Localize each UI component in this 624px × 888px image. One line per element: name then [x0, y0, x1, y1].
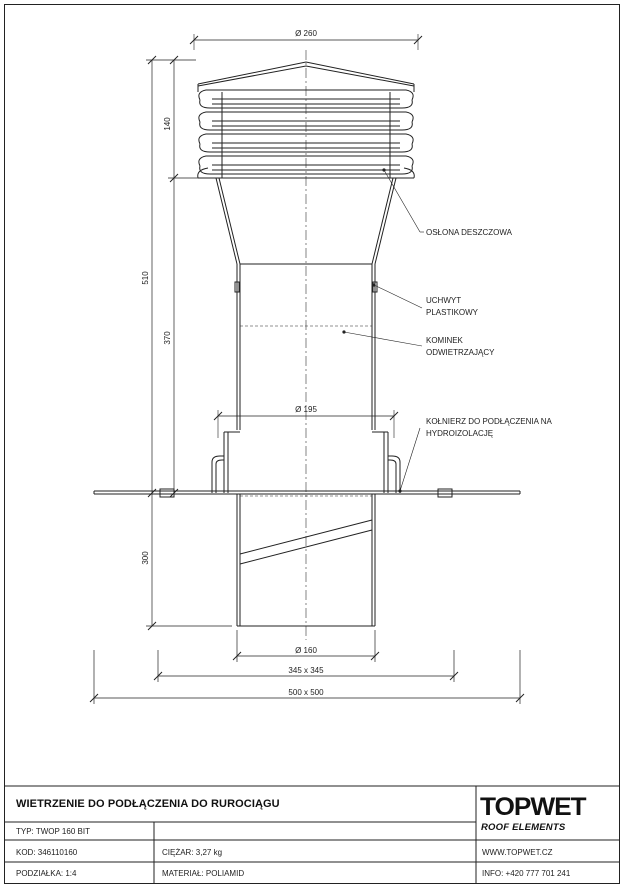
drawing-title: WIETRZENIE DO PODŁĄCZENIA DO RUROCIĄGU [16, 798, 280, 810]
label-plastic-holder-1: UCHWYT [426, 296, 462, 305]
label-collar-2: HYDROIZOLACJĘ [426, 429, 494, 438]
code-field: KOD: 346110160 [16, 848, 78, 857]
dim-pipe-upper-label: 370 [163, 331, 172, 345]
dim-top-diameter [190, 29, 422, 50]
label-rain-cover: OSŁONA DESZCZOWA [426, 228, 512, 237]
info-phone: INFO: +420 777 701 241 [482, 869, 571, 878]
dim-top-diameter-label: Ø 260 [295, 29, 317, 38]
label-vent-chimney-1: KOMINEK [426, 336, 463, 345]
material-field: MATERIAŁ: POLIAMID [162, 869, 245, 878]
website-link[interactable]: WWW.TOPWET.CZ [482, 848, 553, 857]
dim-overall-upper-label: 510 [141, 271, 150, 285]
label-plastic-holder-2: PLASTIKOWY [426, 308, 479, 317]
dim-bottom-diameter-label: Ø 160 [295, 646, 317, 655]
dim-collar-diameter-label: Ø 195 [295, 405, 317, 414]
dim-left-chain [146, 56, 232, 630]
label-vent-chimney-2: ODWIETRZAJĄCY [426, 348, 495, 357]
logo-sub-text: ROOF ELEMENTS [481, 822, 566, 833]
scale-field: PODZIAŁKA: 1:4 [16, 869, 77, 878]
dim-flange-outer-label: 500 x 500 [288, 688, 324, 697]
label-collar-1: KOŁNIERZ DO PODŁĄCZENIA NA [426, 417, 552, 426]
dim-cap-height-label: 140 [163, 117, 172, 131]
dim-lower-length-label: 300 [141, 551, 150, 565]
weight-field: CIĘŻAR: 3,27 kg [162, 848, 223, 857]
dim-flange-inner-label: 345 x 345 [288, 666, 324, 675]
logo-main-text: TOPWET [480, 793, 586, 821]
type-field: TYP: TWOP 160 BIT [16, 827, 90, 836]
